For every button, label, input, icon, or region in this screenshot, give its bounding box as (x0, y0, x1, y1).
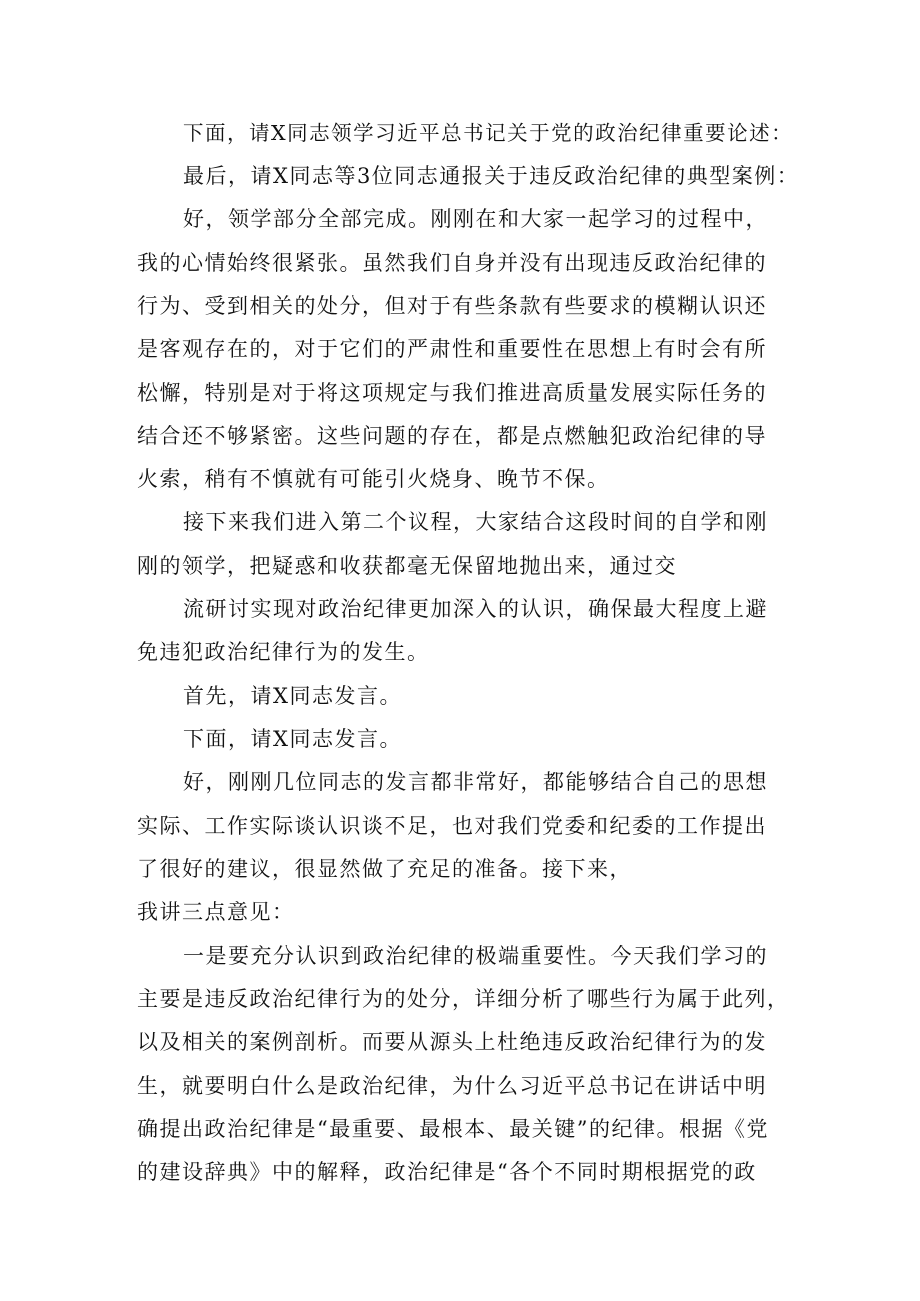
text-line: 了很好的建议，很显然做了充足的准备。接下来， (137, 857, 632, 881)
text-line: 流研讨实现对政治纪律更加深入的认识，确保最大程度上避 (183, 597, 768, 621)
text-line: 最后，请X同志等3位同志通报关于违反政治纪律的典型案例： (183, 164, 800, 188)
text-line: 结合还不够紧密。这些问题的存在，都是点燃触犯政治纪律的导 (137, 424, 767, 448)
text-line: 好，刚刚几位同志的发言都非常好，都能够结合自己的思想 (183, 770, 768, 794)
text-line: 刚的领学，把疑惑和收获都毫无保留地抛出来，通过交 (137, 554, 677, 578)
text-line: 下面，请X同志领学习近平总书记关于党的政治纪律重要论述： (183, 121, 794, 145)
text-line: 免违犯政治纪律行为的发生。 (137, 640, 430, 664)
text-line: 接下来我们进入第二个议程，大家结合这段时间的自学和刚 (183, 510, 768, 534)
text-line: 松懈，特别是对于将这项规定与我们推进高质量发展实际任务的 (137, 381, 767, 405)
text-line: 的建设辞典》中的解释，政治纪律是“各个不同时期根据党的政 (137, 1160, 757, 1184)
text-line: 主要是违反政治纪律行为的处分，详细分析了哪些行为属于此列， (137, 987, 790, 1011)
text-line: 是客观存在的，对于它们的严肃性和重要性在思想上有时会有所 (137, 337, 767, 361)
text-line: 实际、工作实际谈认识谈不足，也对我们党委和纪委的工作提出 (137, 814, 767, 838)
text-line: 我的心情始终很紧张。虽然我们自身并没有出现违反政治纪律的 (137, 251, 767, 275)
text-line: 我讲三点意见： (137, 900, 295, 924)
text-line: 以及相关的案例剖析。而要从源头上杜绝违反政治纪律行为的发 (137, 1030, 767, 1054)
text-line: 好，领学部分全部完成。刚刚在和大家一起学习的过程中， (183, 207, 768, 231)
text-line: 火索，稍有不慎就有可能引火烧身、晚节不保。 (137, 467, 610, 491)
text-line: 行为、受到相关的处分，但对于有些条款有些要求的模糊认识还 (137, 294, 767, 318)
text-line: 首先，请X同志发言。 (183, 684, 402, 708)
text-line: 生，就要明白什么是政治纪律，为什么习近平总书记在讲话中明 (137, 1074, 767, 1098)
text-line: 一是要充分认识到政治纪律的极端重要性。今天我们学习的 (183, 944, 768, 968)
text-line: 确提出政治纪律是“最重要、最根本、最关键”的纪律。根据《党 (137, 1117, 769, 1141)
text-line: 下面，请X同志发言。 (183, 727, 402, 751)
